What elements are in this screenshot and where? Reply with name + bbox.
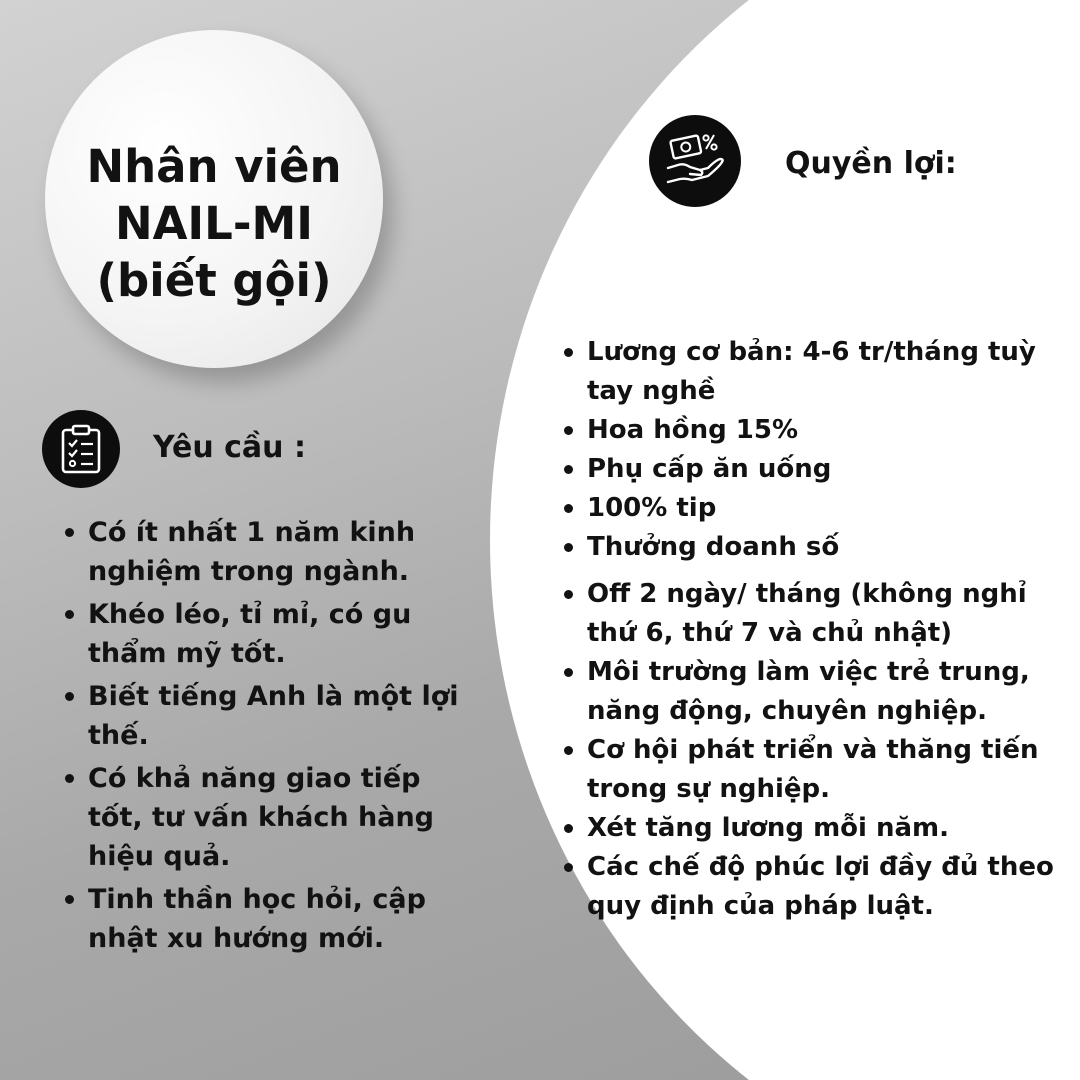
requirements-heading: Yêu cầu : (153, 430, 306, 465)
list-item: Cơ hội phát triển và thăng tiến trong sự nghiệp. (560, 731, 1060, 809)
job-title-line-2: NAIL-MI (114, 197, 314, 250)
list-item: Khéo léo, tỉ mỉ, có gu thẩm mỹ tốt. (61, 595, 471, 673)
list-item: Có ít nhất 1 năm kinh nghiệm trong ngành. (61, 513, 471, 591)
job-title-line-1: Nhân viên (86, 140, 342, 193)
job-title-line-3: (biết gội) (96, 254, 332, 307)
list-item: Lương cơ bản: 4-6 tr/tháng tuỳ tay nghề (560, 333, 1060, 411)
list-item: Biết tiếng Anh là một lợi thế. (61, 677, 471, 755)
list-item: Xét tăng lương mỗi năm. (560, 809, 1060, 848)
job-title (45, 138, 383, 309)
list-item: Hoa hồng 15% (560, 411, 1060, 450)
list-item: Tinh thần học hỏi, cập nhật xu hướng mới. (61, 880, 471, 958)
list-item: 100% tip (560, 489, 1060, 528)
benefits-heading: Quyền lợi: (785, 146, 957, 181)
list-item: Phụ cấp ăn uống (560, 450, 1060, 489)
hand-money-percent-icon (649, 115, 741, 207)
list-item: Thưởng doanh số (560, 528, 1060, 567)
list-item: Các chế độ phúc lợi đầy đủ theo quy định của pháp luật. (560, 848, 1060, 926)
requirements-list (61, 513, 471, 962)
list-item: Có khả năng giao tiếp tốt, tư vấn khách hàng hiệu quả. (61, 759, 471, 876)
clipboard-checklist-icon (42, 410, 120, 488)
list-item: Off 2 ngày/ tháng (không nghỉ thứ 6, thứ 7 và chủ nhật) (560, 575, 1060, 653)
benefits-list (560, 333, 1060, 926)
list-item: Môi trường làm việc trẻ trung, năng động, chuyên nghiệp. (560, 653, 1060, 731)
